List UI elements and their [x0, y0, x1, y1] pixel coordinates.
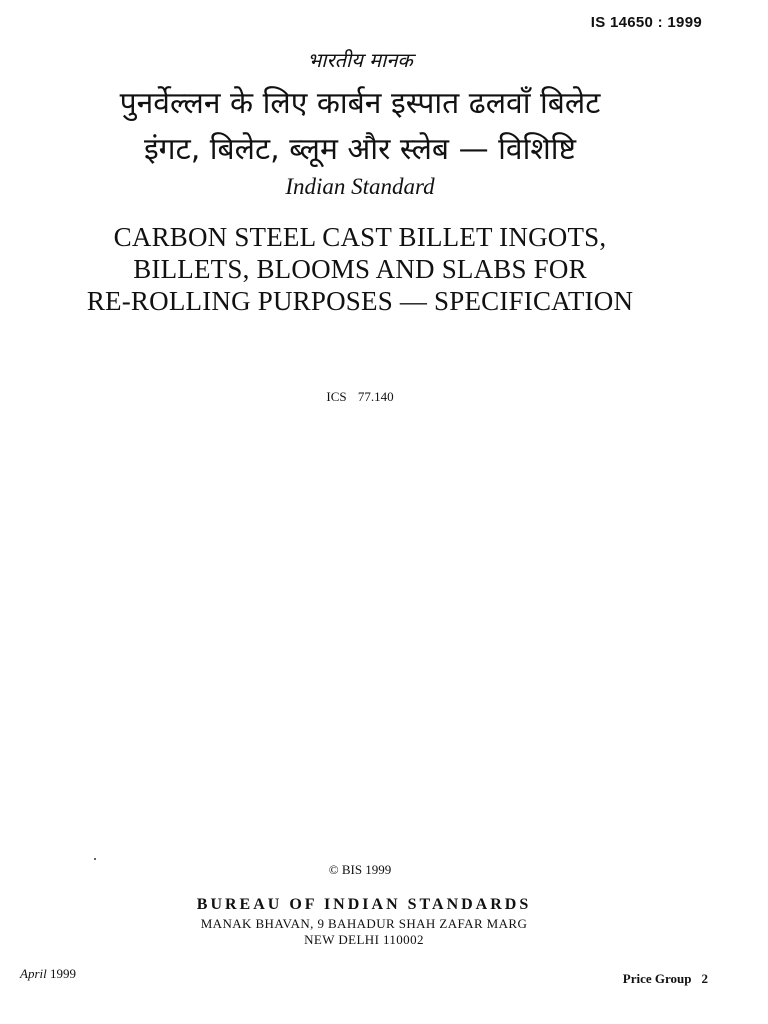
- hindi-title-line-1: पुनर्वेल्लन के लिए कार्बन इस्पात ढलवाँ बिलेट: [119, 86, 601, 121]
- publisher-name: BUREAU OF INDIAN STANDARDS: [196, 896, 532, 913]
- english-title-line-1: CARBON STEEL CAST BILLET INGOTS,: [113, 222, 607, 252]
- price-group: [623, 971, 708, 987]
- publisher-address-line-1: MANAK BHAVAN, 9 BAHADUR SHAH ZAFAR MARG: [200, 916, 528, 931]
- publisher-address-line-2: NEW DELHI 110002: [304, 932, 424, 947]
- publication-year: 1999: [49, 966, 76, 981]
- publication-month: April: [20, 966, 47, 981]
- price-group-value: 2: [701, 971, 708, 986]
- hindi-standard-label: भारतीय मानक: [307, 48, 413, 72]
- english-standard-label: Indian Standard: [285, 174, 435, 199]
- standard-number: IS 14650 : 1999: [590, 14, 702, 31]
- scan-speck: [94, 858, 96, 860]
- ics-code: ICS 77.140: [326, 389, 394, 404]
- hindi-title-line-2: इंगट, बिलेट, ब्लूम और स्लेब — विशिष्टि: [143, 132, 577, 167]
- english-title-line-3: RE-ROLLING PURPOSES — SPECIFICATION: [86, 286, 634, 316]
- price-group-label: Price Group: [622, 971, 692, 986]
- english-title-line-2: BILLETS, BLOOMS AND SLABS FOR: [133, 254, 587, 284]
- publication-date: [20, 966, 76, 982]
- copyright-notice: © BIS 1999: [328, 862, 392, 877]
